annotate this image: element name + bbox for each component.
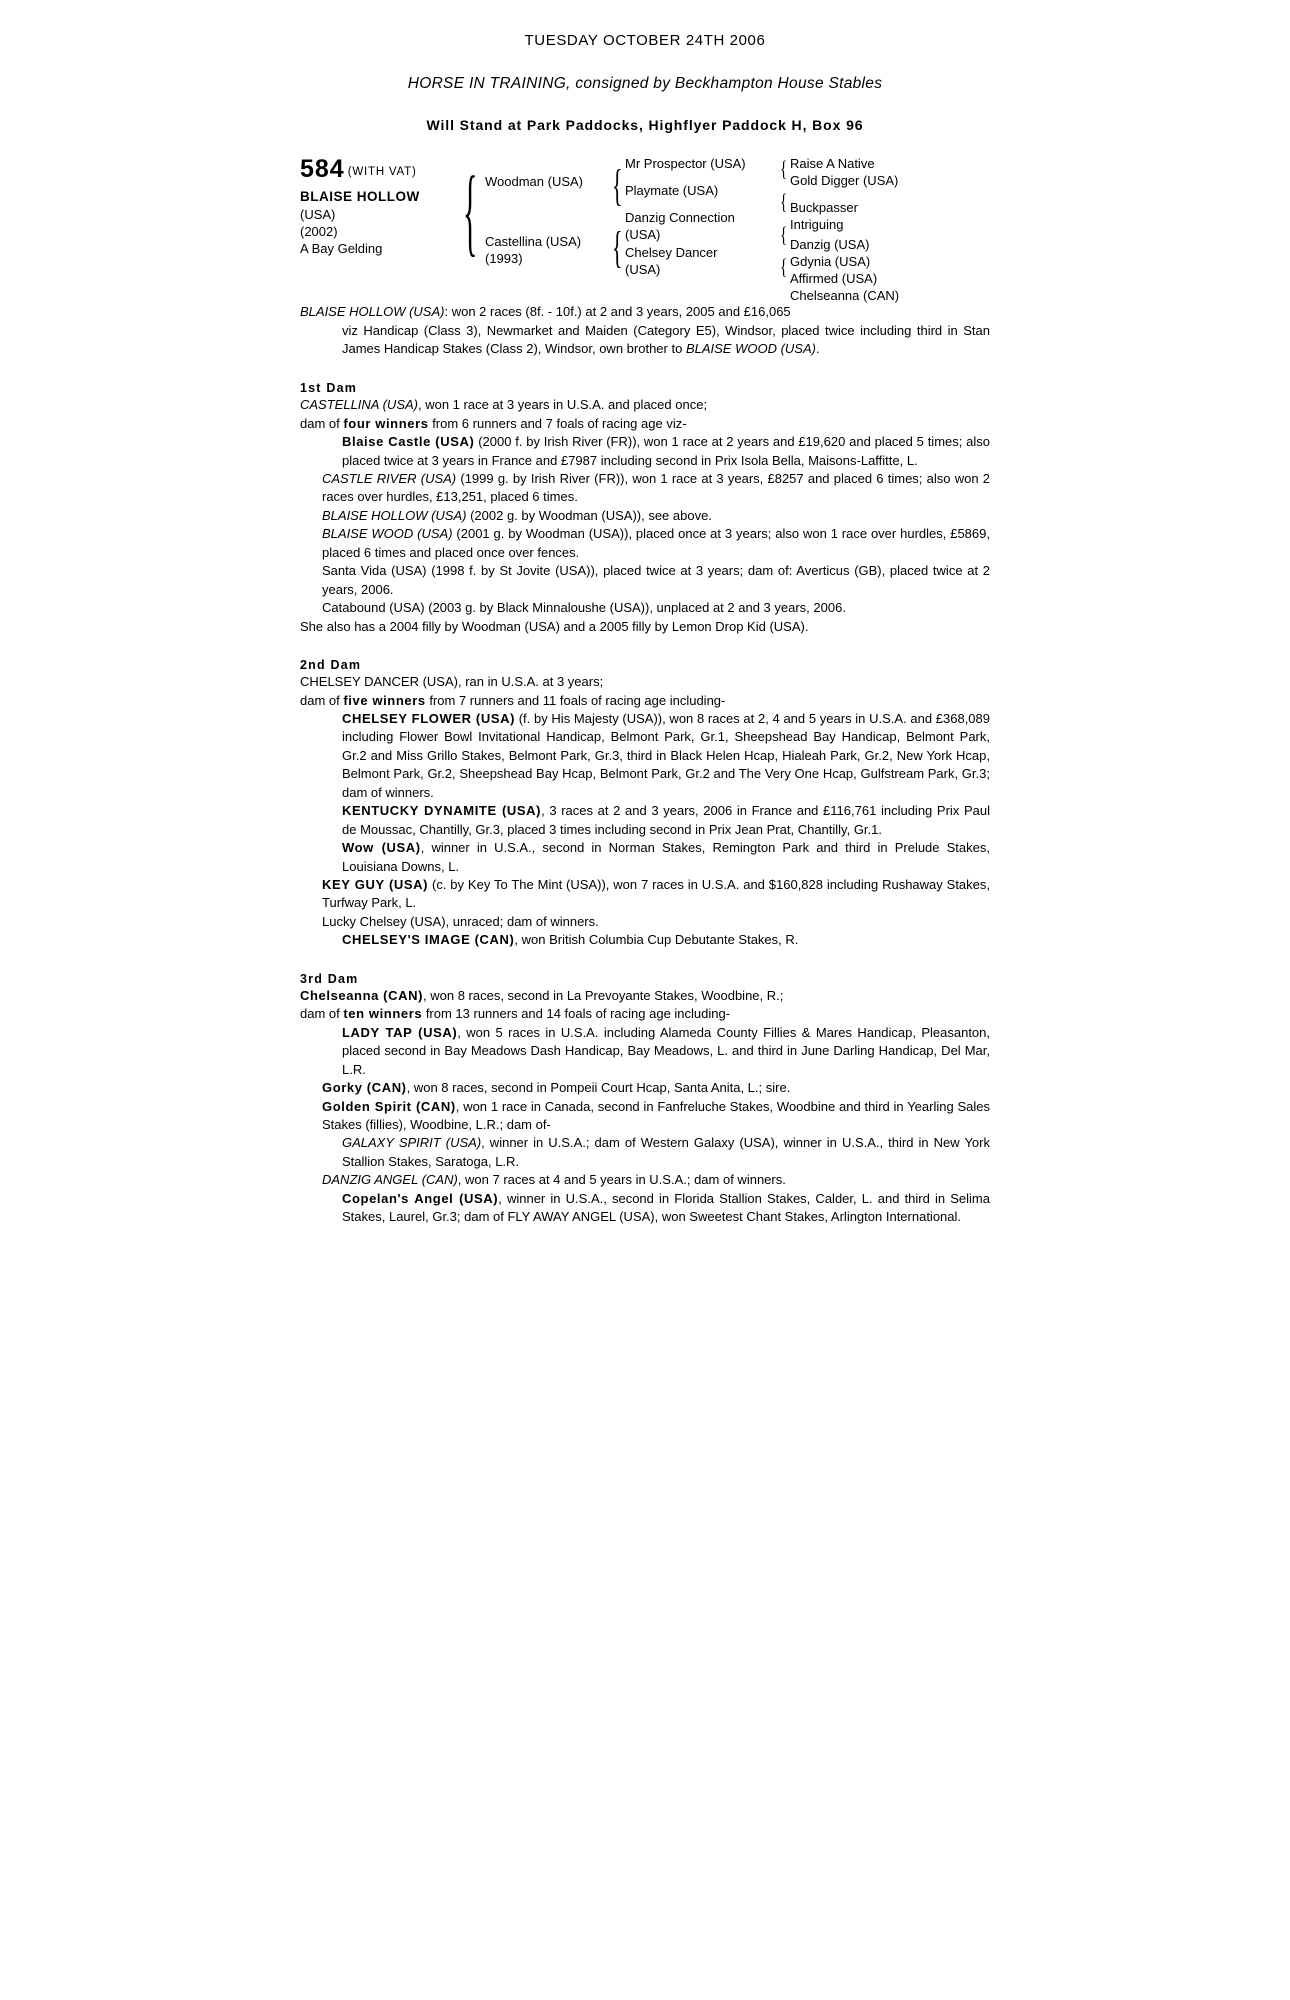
progeny-entry <box>300 1079 990 1097</box>
progeny-text: , won 5 races in U.S.A. including Alameda County Fillies & Mares Handicap, Pleasanton, placed second in Bay Meadows Dash Handicap, Bay Meadows, L. and third in June Darling Handicap, Del Mar, L.R. <box>342 1024 990 1077</box>
progeny-entry <box>300 876 990 913</box>
dam-of-prefix-2: dam of <box>300 692 344 708</box>
progeny-text: , winner in U.S.A., second in Florida Stallion Stakes, Calder, L. and third in Selima Stakes, Laurel, Gr.3; dam of FLY AWAY ANGEL (USA), won Sweetest Chant Stakes, Arlington International. <box>342 1190 990 1225</box>
great-grandparent-0: Raise A Native <box>790 156 875 171</box>
progeny-entry <box>300 470 990 507</box>
brace-gp-3: { <box>780 255 788 280</box>
progeny-text: (f. by His Majesty (USA)), won 8 races at 2, 4 and 5 years in U.S.A. and £368,089 including Flower Bowl Invitational Handicap, Belmont Park, Gr.1, Sheepshead Bay Handicap, Belmont Park, Gr.2 and Miss Grillo Stakes, Belmont Park, Gr.3, third in Black Helen Hcap, Hialeah Park, Gr.2, New York Hcap, Belmont Park, Gr.2, Sheepshead Bay Hcap, Belmont Park, Gr.2 and The Very One Hcap, Gulfstream Park, Gr.3; dam of winners. <box>342 710 990 800</box>
progeny-entry <box>300 710 990 802</box>
progeny-text: (2001 g. by Woodman (USA)), placed once at 3 years; also won 1 race over hurdles, £5869, placed 6 times and placed once over fences. <box>322 526 990 560</box>
progeny-name: CHELSEY'S IMAGE (CAN) <box>342 932 515 948</box>
page-content <box>300 32 990 1249</box>
dam-summary-text-3: , won 8 races, second in La Prevoyante Stakes, Woodbine, R.; <box>423 987 784 1003</box>
progeny-text: (2003 g. by Black Minnaloushe (USA)), unplaced at 2 and 3 years, 2006. <box>424 600 846 616</box>
lot-number: 584 <box>300 155 345 183</box>
dam-cell <box>485 233 613 267</box>
progeny-entry <box>300 1171 990 1189</box>
progeny-name: CHELSEY FLOWER (USA) <box>342 710 516 726</box>
dam-of-rest-3: from 13 runners and 14 foals of racing age including- <box>422 1006 731 1022</box>
consignment-line: HORSE IN TRAINING, consigned by Beckhampton House Stables <box>407 75 883 92</box>
dam-of-count-3: ten winners <box>343 1006 423 1022</box>
progeny-entry <box>300 1098 990 1135</box>
dam-name-1: CASTELLINA (USA) <box>300 397 418 413</box>
brace-gp-2: { <box>780 223 788 248</box>
dam-of-count-2: five winners <box>343 692 426 708</box>
great-grandparent-3: Intriguing <box>790 217 844 233</box>
subject-detail <box>300 322 990 359</box>
progeny-name: Catabound (USA) <box>322 600 425 616</box>
sire-name: Woodman (USA) <box>485 174 584 189</box>
progeny-name: LADY TAP (USA) <box>342 1024 458 1040</box>
progeny-text: , winner in U.S.A.; dam of Western Galaxy (USA), winner in U.S.A., third in New York Stallion Stakes, Saratoga, L.R. <box>342 1135 990 1169</box>
pedigree-diagram <box>300 155 990 304</box>
progeny-name: BLAISE HOLLOW (USA) <box>322 507 467 523</box>
dam-summary-3 <box>300 987 990 1005</box>
subject-name: BLAISE HOLLOW (USA) <box>300 304 445 319</box>
great-grandparent-4: Danzig (USA) <box>790 236 870 252</box>
lot-vat-note: (WITH VAT) <box>347 166 417 178</box>
progeny-entry <box>300 1134 990 1171</box>
subject-line4: . <box>815 341 820 357</box>
progeny-name: KEY GUY (USA) <box>322 877 429 893</box>
brace-gp-1: { <box>780 190 788 215</box>
progeny-name: DANZIG ANGEL (CAN) <box>322 1172 458 1188</box>
progeny-text: , won 1 race in Canada, second in Fanfreluche Stakes, Woodbine and third in Yearling Sales Stakes (fillies), Woodbine, L.R.; dam of- <box>322 1098 991 1133</box>
great-grandparents-column <box>790 155 1000 304</box>
brace-lot: { <box>463 158 478 267</box>
progeny-entry <box>300 562 990 599</box>
progeny-text: (1999 g. by Irish River (FR)), won 1 race at 3 years, £8257 and placed 6 times; also won 2 races over hurdles, £13,251, placed 6 times. <box>322 470 990 505</box>
dam-heading-3: 3rd Dam <box>300 971 359 986</box>
progeny-entry <box>300 507 990 525</box>
dam-name: Castellina (USA) <box>485 234 582 249</box>
dam-summary-text-1: , won 1 race at 3 years in U.S.A. and placed once; <box>418 397 708 413</box>
progeny-text: , 3 races at 2 and 3 years, 2006 in France and £116,761 including Prix Paul de Moussac, Chantilly, Gr.3, placed 3 times including second in Prix Jean Prat, Chantilly, Gr.1. <box>342 803 990 837</box>
dam-section-3 <box>300 972 990 1227</box>
progeny-text: , won 7 races at 4 and 5 years in U.S.A.; dam of winners. <box>457 1172 786 1188</box>
grandparent-pair-dam <box>625 209 788 280</box>
dam-summary-text-2: , ran in U.S.A. at 3 years; <box>457 674 604 690</box>
dam-name-3: Chelseanna (CAN) <box>300 987 424 1003</box>
dam-of-line-2 <box>300 692 990 710</box>
dam-summary-1 <box>300 396 990 414</box>
subject-line2: viz Handicap (Class 3), Newmarket and Maiden (Category E5), Windsor, placed twice including third in Stan James Handicap Stakes (Class 2), Windsor, own brother to <box>342 322 990 357</box>
progeny-entry <box>300 1024 990 1079</box>
progeny-name: BLAISE WOOD (USA) <box>322 526 453 542</box>
brace-gp-0: { <box>780 157 788 182</box>
subject-brother: BLAISE WOOD (USA) <box>685 341 816 357</box>
grandparent-2: Danzig Connection <box>625 210 735 226</box>
great-grandparent-5: Gdynia (USA) <box>790 253 871 269</box>
progeny-text: , won British Columbia Cup Debutante Stakes, R. <box>514 932 799 948</box>
grandparent-4: Chelsey Dancer <box>625 244 718 260</box>
dam-section-1 <box>300 381 990 636</box>
progeny-entry <box>300 525 990 562</box>
dam-heading-2: 2nd Dam <box>300 658 362 673</box>
grandparents-column <box>625 155 788 288</box>
dam-of-line-1 <box>300 415 990 433</box>
progeny-text: (c. by Key To The Mint (USA)), won 7 races in U.S.A. and $160,828 including Rushaway Stakes, Turfway Park, L. <box>322 877 991 911</box>
grandparent-3: (USA) <box>625 227 661 243</box>
progeny-entry <box>300 433 990 470</box>
subject-line1: : won 2 races (8f. - 10f.) at 2 and 3 years, 2005 and £16,065 <box>444 304 791 319</box>
progeny-text: (1998 f. by St Jovite (USA)), placed twice at 3 years; dam of: Averticus (GB), placed twice at 2 years, 2006. <box>322 563 990 597</box>
lot-horse-name: BLAISE HOLLOW <box>300 189 420 204</box>
progeny-text: , winner in U.S.A., second in Norman Stakes, Remington Park and third in Prelude Stakes, Louisiana Downs, L. <box>342 840 990 874</box>
stand-line: Will Stand at Park Paddocks, Highflyer Paddock H, Box 96 <box>426 117 864 133</box>
progeny-name: Copelan's Angel (USA) <box>342 1190 499 1206</box>
progeny-entry <box>300 913 990 931</box>
page-date: TUESDAY OCTOBER 24TH 2006 <box>524 32 766 49</box>
lot-year: (2002) <box>300 223 338 239</box>
progeny-text: , won 8 races, second in Pompeii Court Hcap, Santa Anita, L.; sire. <box>406 1080 791 1096</box>
progeny-name: GALAXY SPIRIT (USA) <box>342 1135 482 1151</box>
lot-column <box>300 155 450 257</box>
progeny-name: CASTLE RIVER (USA) <box>322 470 457 486</box>
progeny-entry <box>300 931 990 949</box>
grandparent-pair-sire <box>625 155 788 199</box>
progeny-entry <box>300 1190 990 1227</box>
dam-name-2: CHELSEY DANCER (USA) <box>300 674 458 690</box>
dam-of-rest-1: from 6 runners and 7 foals of racing age viz- <box>428 415 687 431</box>
dam-of-count-1: four winners <box>343 415 429 431</box>
dam-heading-1: 1st Dam <box>300 381 358 396</box>
grandparent-1: Playmate (USA) <box>625 183 719 199</box>
progeny-name: KENTUCKY DYNAMITE (USA) <box>342 803 542 819</box>
great-grandparent-1: Gold Digger (USA) <box>790 173 899 189</box>
progeny-name: Wow (USA) <box>342 840 421 856</box>
progeny-text: , unraced; dam of winners. <box>445 913 599 929</box>
dam-year: (1993) <box>485 251 523 267</box>
great-grandparent-6: Affirmed (USA) <box>790 270 878 286</box>
progeny-entry <box>300 802 990 839</box>
lot-description: A Bay Gelding <box>300 241 383 257</box>
brace-sire: { <box>612 160 623 210</box>
dam-section-2 <box>300 658 990 950</box>
grandparent-5: (USA) <box>625 261 661 277</box>
progeny-entry <box>300 599 990 617</box>
progeny-text: (2000 f. by Irish River (FR)), won 1 race at 2 years and £19,620 and placed 5 times; also placed twice at 3 years in France and £7987 including second in Prix Isola Bella, Maisons-Laffitte, L. <box>342 434 990 468</box>
progeny-entry <box>300 839 990 876</box>
progeny-name: Lucky Chelsey (USA) <box>322 913 446 929</box>
progeny-text: (2002 g. by Woodman (USA)), see above. <box>466 507 712 523</box>
great-grandparent-7: Chelseanna (CAN) <box>790 288 900 304</box>
great-grandparent-2: Buckpasser <box>790 200 858 216</box>
brace-dam: { <box>612 222 623 272</box>
progeny-name: Blaise Castle (USA) <box>342 434 475 450</box>
dam-of-rest-2: from 7 runners and 11 foals of racing age including- <box>425 692 726 708</box>
progeny-name: Golden Spirit (CAN) <box>322 1098 456 1114</box>
dam-summary-2 <box>300 673 990 691</box>
progeny-name: Santa Vida (USA) <box>322 563 427 579</box>
lot-country: (USA) <box>300 206 336 222</box>
grandparent-0: Mr Prospector (USA) <box>625 156 746 171</box>
dam-of-prefix-3: dam of <box>300 1006 344 1022</box>
sire-cell <box>485 173 613 190</box>
dam-footer-1: She also has a 2004 filly by Woodman (USA) and a 2005 filly by Lemon Drop Kid (USA). <box>300 618 809 634</box>
progeny-name: Gorky (CAN) <box>322 1080 407 1096</box>
subject-blurb <box>300 303 990 359</box>
dam-of-prefix-1: dam of <box>300 415 344 431</box>
dam-of-line-3 <box>300 1005 990 1023</box>
